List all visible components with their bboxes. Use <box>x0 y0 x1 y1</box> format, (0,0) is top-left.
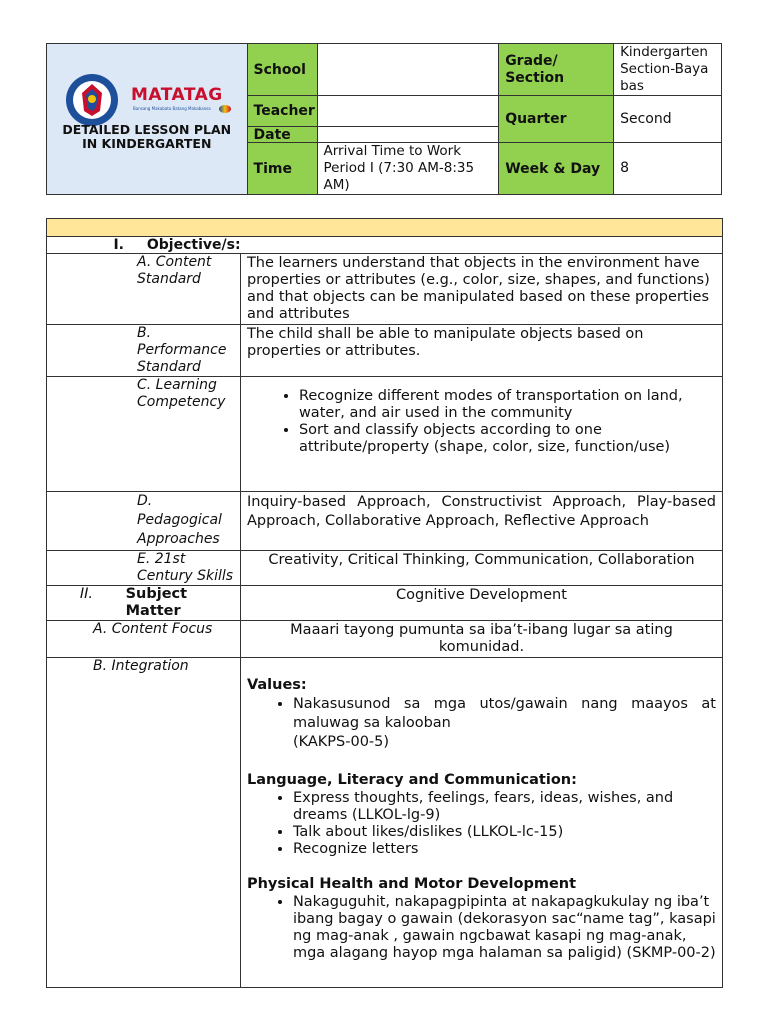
deped-seal-icon <box>65 73 119 127</box>
time-label: Time <box>247 143 317 195</box>
list-item: • Nakaguguhit, nakapagpipinta at nakapagkukulay ng iba’t ibang bagay o gawain (dekorasyon sac“name tag”, kasapi ng mag-anak , gawain ngcbawat kasapi ng mag-anak, mga alagang hayop mga halaman sa paligid) (SKMP-00-2) <box>293 894 716 962</box>
content-focus-label: A. Content Focus <box>47 621 241 658</box>
pedagogical-label: D. Pedagogical Approaches <box>47 492 241 551</box>
integration-row <box>47 658 723 988</box>
performance-label: B. Performance Standard <box>47 325 241 377</box>
skills-text: Creativity, Critical Thinking, Communication, Collaboration <box>240 551 722 586</box>
values-list <box>247 695 716 733</box>
teacher-field[interactable] <box>317 96 499 127</box>
skills-label: E. 21st Century Skills <box>47 551 241 586</box>
list-item: • Sort and classify objects according to one attribute/property (shape, color, size, function/use) <box>299 422 716 456</box>
time-value: Arrival Time to Work Period I (7:30 AM-8:35 AM) <box>317 143 499 195</box>
plan-title: DETAILED LESSON PLAN IN KINDERGARTEN <box>62 122 232 151</box>
content-standard-label: A. Content Standard <box>47 254 241 325</box>
language-list <box>247 790 716 858</box>
yellow-header-row <box>47 219 723 237</box>
integration-label: B. Integration <box>47 658 241 988</box>
content-focus-row <box>47 621 723 658</box>
subject-value: Cognitive Development <box>240 586 722 621</box>
content-focus-text: Maaari tayong pumunta sa iba’t-ibang lugar sa ating komunidad. <box>240 621 722 658</box>
language-heading: Language, Literacy and Communication: <box>246 772 577 788</box>
values-code: (KAKPS-00-5) <box>292 734 390 750</box>
brand-tagline: Bansang Makabata Batang Makabansa <box>133 106 211 111</box>
objectives-numeral: I. <box>113 237 124 253</box>
physical-list <box>247 894 716 962</box>
values-heading: Values: <box>246 677 307 693</box>
list-item: • Recognize different modes of transportation on land, water, and air used in the community <box>299 388 716 422</box>
list-item: • Recognize letters <box>293 841 716 858</box>
date-label: Date <box>247 127 317 143</box>
brand-swoosh-icon <box>219 105 231 113</box>
physical-heading: Physical Health and Motor Development <box>246 876 577 892</box>
grade-label: Grade/ Section <box>499 44 614 96</box>
performance-text: The child shall be able to manipulate objects based on properties or attributes. <box>240 325 722 377</box>
teacher-label: Teacher <box>247 96 317 127</box>
date-field[interactable] <box>317 127 499 143</box>
pedagogical-row <box>47 492 723 551</box>
list-item: • Express thoughts, feelings, fears, ideas, wishes, and dreams (LLKOL-lg-9) <box>293 790 716 824</box>
school-label: School <box>247 44 317 96</box>
competency-row <box>47 377 723 492</box>
skills-row <box>47 551 723 586</box>
brand-logo: MATATAG <box>131 85 223 105</box>
week-value: 8 <box>614 143 722 195</box>
content-standard-text: The learners understand that objects in the environment have properties or attributes (e.g., color, size, shapes, and functions) and that objects can be manipulated based on these properties and attributes <box>240 254 722 325</box>
quarter-value: Second <box>614 96 722 143</box>
subject-title: Subject Matter <box>125 586 188 619</box>
content-standard-row <box>47 254 723 325</box>
competency-label: C. Learning Competency <box>47 377 241 492</box>
subject-row <box>47 586 723 621</box>
week-label: Week & Day <box>499 143 614 195</box>
quarter-label: Quarter <box>499 96 614 143</box>
logo-cell <box>47 44 248 195</box>
objectives-row <box>47 237 723 254</box>
school-field[interactable] <box>317 44 499 96</box>
lesson-table <box>46 218 723 988</box>
competency-list <box>247 388 716 456</box>
list-item: • Talk about likes/dislikes (LLKOL-lc-15) <box>293 824 716 841</box>
list-item: • Nakasusunod sa mga utos/gawain nang maayos at maluwag sa kalooban <box>293 695 716 733</box>
subject-numeral: II. <box>79 586 93 602</box>
pedagogical-text: Inquiry-based Approach, Constructivist Approach, Play-based Approach, Collaborative Approach, Reflective Approach <box>240 492 722 551</box>
performance-row <box>47 325 723 377</box>
grade-value: Kindergarten Section-Bayabas <box>614 44 722 96</box>
objectives-title: Objective/s: <box>146 237 241 253</box>
header-table <box>46 43 722 195</box>
